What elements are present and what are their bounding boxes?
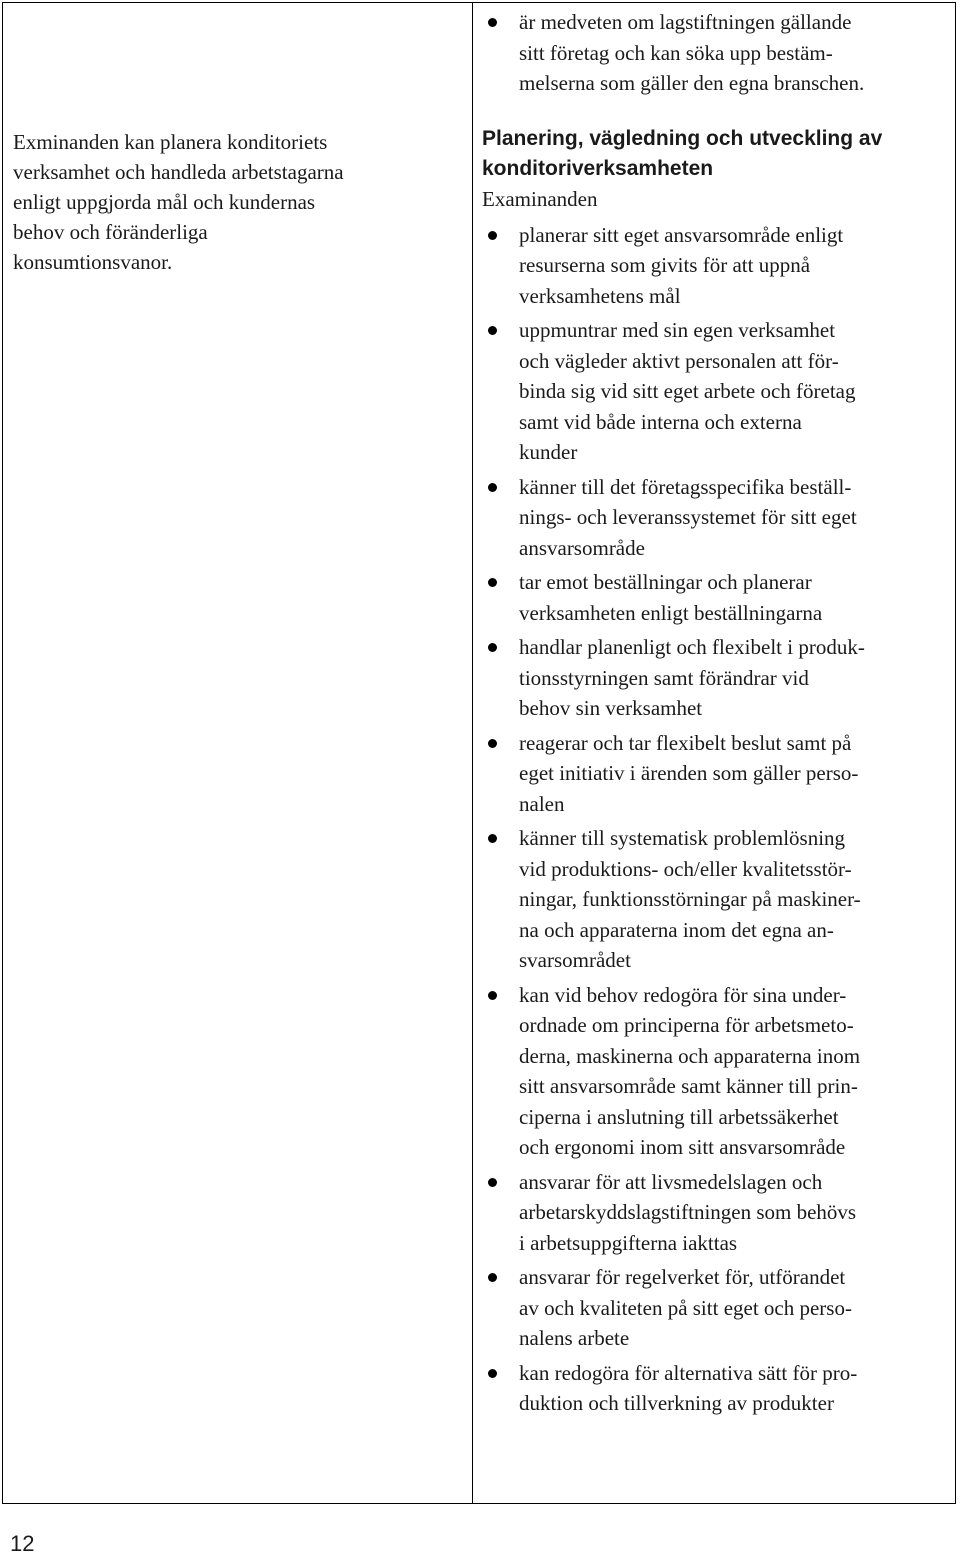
bullet-line: tar emot beställningar och planerar: [519, 570, 812, 594]
bullet-icon: [488, 231, 497, 240]
bullet-line: duktion och tillverkning av produkter: [519, 1391, 834, 1415]
heading-line: konditoriverksamheten: [482, 156, 714, 180]
list-item: [482, 728, 952, 820]
section-heading: [482, 124, 952, 184]
bullet-line: behov sin verksamhet: [519, 696, 703, 720]
bullet-line: arbetarskyddslagstiftningen som behövs: [519, 1200, 857, 1224]
bullet-line: känner till det företagsspecifika beställ-: [519, 474, 852, 499]
bullet-line: verksamhetens mål: [519, 283, 681, 308]
bullet-line: vid produktions- och/eller kvalitetsstör-: [519, 856, 852, 881]
bullet-line: samt vid både interna och externa: [519, 409, 802, 434]
bullet-line: ansvarar för att livsmedelslagen och: [519, 1169, 823, 1194]
list-item: [482, 472, 952, 564]
bullet-line: i arbetsuppgifterna iakttas: [519, 1230, 738, 1255]
competence-line: enligt uppgjorda mål och kundernas: [13, 190, 316, 214]
criteria-table: [2, 2, 956, 1504]
bullet-icon: [488, 991, 497, 1000]
competence-description-cell: [13, 127, 458, 277]
list-item: [482, 1358, 952, 1419]
list-item: [482, 823, 952, 976]
list-item: [482, 632, 952, 724]
bullet-line: melserna som gäller den egna branschen.: [519, 71, 865, 95]
bullet-line: reagerar och tar flexibelt beslut samt på: [519, 730, 852, 755]
bullet-icon: [488, 578, 497, 587]
bullet-line: är medveten om lagstiftningen gällande: [519, 10, 852, 34]
bullet-line: binda sig vid sitt eget arbete och företag: [519, 379, 856, 403]
bullet-line: tionsstyrningen samt förändrar vid: [519, 665, 809, 690]
bullet-line: eget initiativ i ärenden som gäller perso-: [519, 761, 859, 785]
list-item: [482, 980, 952, 1163]
bullet-line: och ergonomi inom sitt ansvarsområde: [519, 1135, 846, 1159]
list-item: [482, 7, 952, 99]
column-divider: [472, 3, 473, 1503]
competence-line: Exminanden kan planera konditoriets: [13, 130, 328, 154]
bullet-line: kan vid behov redogöra för sina under-: [519, 982, 847, 1007]
bullet-line: kan redogöra för alternativa sätt för pro-: [519, 1360, 858, 1385]
bullet-icon: [488, 1369, 497, 1378]
bullet-icon: [488, 1178, 497, 1187]
bullet-line: nings- och leveranssystemet för sitt eget: [519, 505, 857, 529]
list-item: [482, 220, 952, 312]
heading-line: Planering, vägledning och utveckling av: [482, 126, 883, 150]
section-subheading: Examinanden: [482, 186, 598, 211]
bullet-line: svarsområdet: [519, 948, 631, 972]
bullet-icon: [488, 739, 497, 748]
bullet-line: sitt företag och kan söka upp bestäm-: [519, 40, 833, 65]
bullet-line: ansvarsområde: [519, 535, 645, 560]
bullet-line: resurserna som givits för att uppnå: [519, 253, 811, 277]
bullet-icon: [488, 643, 497, 652]
bullet-icon: [488, 1273, 497, 1282]
bullet-icon: [488, 483, 497, 492]
bullet-line: känner till systematisk problemlösning: [519, 826, 846, 850]
list-item: [482, 1262, 952, 1354]
bullet-line: ciperna i anslutning till arbetssäkerhet: [519, 1104, 839, 1129]
competence-line: verksamhet och handleda arbetstagarna: [13, 160, 344, 184]
bullet-icon: [488, 18, 497, 27]
bullet-line: sitt ansvarsområde samt känner till prin-: [519, 1074, 858, 1098]
criteria-bullet-list: [482, 220, 952, 1419]
list-item: [482, 567, 952, 628]
bullet-line: kunder: [519, 440, 578, 464]
bullet-line: nalens arbete: [519, 1326, 630, 1350]
assessment-criteria-cell: [482, 7, 952, 1423]
bullet-line: av och kvaliteten på sitt eget och perso-: [519, 1295, 852, 1320]
bullet-line: derna, maskinerna och apparaterna inom: [519, 1043, 861, 1068]
bullet-line: planerar sitt eget ansvarsområde enligt: [519, 222, 844, 247]
bullet-line: ansvarar för regelverket för, utförandet: [519, 1265, 846, 1289]
list-item: [482, 315, 952, 468]
bullet-line: verksamheten enligt beställningarna: [519, 600, 823, 625]
page-number: 12: [10, 1531, 35, 1556]
bullet-line: handlar planenligt och flexibelt i produk-: [519, 635, 865, 659]
bullet-line: nalen: [519, 791, 565, 816]
competence-line: konsumtionsvanor.: [13, 250, 173, 274]
bullet-line: ningar, funktionsstörningar på maskiner-: [519, 887, 861, 911]
bullet-line: na och apparaterna inom det egna an-: [519, 917, 834, 942]
competence-line: behov och föränderliga: [13, 220, 208, 244]
bullet-line: ordnade om principerna för arbetsmeto-: [519, 1013, 854, 1037]
bullet-line: uppmuntrar med sin egen verksamhet: [519, 318, 836, 342]
bullet-icon: [488, 326, 497, 335]
bullet-icon: [488, 834, 497, 843]
list-item: [482, 1167, 952, 1259]
continued-bullet-list: [482, 7, 952, 99]
bullet-line: och vägleder aktivt personalen att för-: [519, 348, 839, 373]
